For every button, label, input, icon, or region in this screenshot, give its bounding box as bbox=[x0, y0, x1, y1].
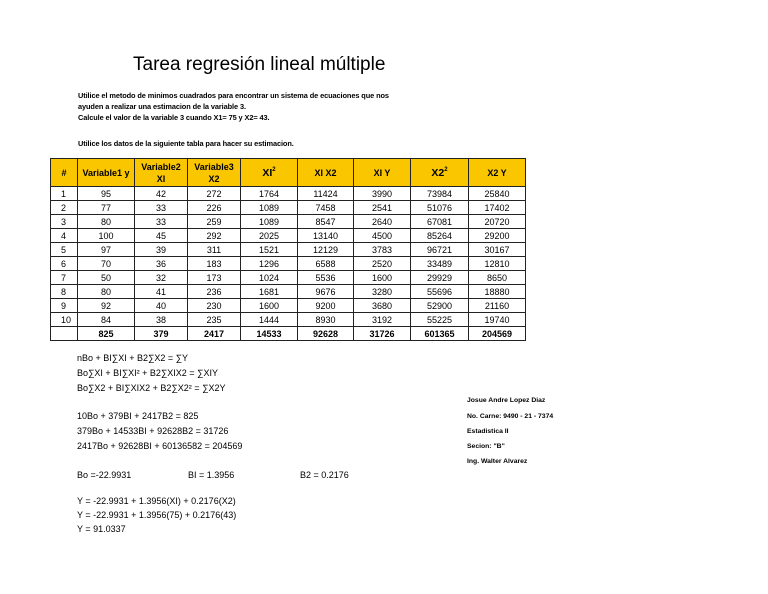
cell-xi-squared: 1444 bbox=[241, 313, 298, 327]
document-title: Tarea regresión lineal múltiple bbox=[133, 54, 386, 75]
cell-x2-squared: 73984 bbox=[411, 187, 469, 201]
cell-xi-y: 2541 bbox=[354, 201, 411, 215]
cell-xi-squared: 1764 bbox=[241, 187, 298, 201]
cell-xi-y: 2640 bbox=[354, 215, 411, 229]
cell-row-num: 9 bbox=[51, 299, 78, 313]
cell-x2-squared: 51076 bbox=[411, 201, 469, 215]
cell-row-num: 10 bbox=[51, 313, 78, 327]
cell-xi-y: 3783 bbox=[354, 243, 411, 257]
cell-x2-squared: 55225 bbox=[411, 313, 469, 327]
cell-x2-y: 17402 bbox=[469, 201, 526, 215]
prediction-result: Y = 91.0337 bbox=[77, 524, 126, 534]
cell-x2-squared: 33489 bbox=[411, 257, 469, 271]
total-xi-squared: 14533 bbox=[241, 327, 298, 341]
cell-xi-squared: 1521 bbox=[241, 243, 298, 257]
header-x2-squared: $X2^2$ bbox=[411, 159, 469, 187]
cell-variable1-y: 95 bbox=[78, 187, 135, 201]
cell-x2-squared: 55696 bbox=[411, 285, 469, 299]
total-variable2-xi: 379 bbox=[135, 327, 188, 341]
table-row bbox=[51, 215, 526, 229]
header-xi-x2: XI X2 bbox=[298, 159, 354, 187]
table-row bbox=[51, 243, 526, 257]
cell-xi-y: 2520 bbox=[354, 257, 411, 271]
cell-variable2-xi: 40 bbox=[135, 299, 188, 313]
cell-variable2-xi: 38 bbox=[135, 313, 188, 327]
cell-xi-squared: 1089 bbox=[241, 201, 298, 215]
total-variable1-y: 825 bbox=[78, 327, 135, 341]
solution-b1: BI = 1.3956 bbox=[188, 470, 235, 480]
cell-variable3-x2: 259 bbox=[188, 215, 241, 229]
instruction-line-4: Utilice los datos de la siguiente tabla para hacer su estimacion. bbox=[78, 139, 294, 148]
cell-xi-x2: 8547 bbox=[298, 215, 354, 229]
cell-x2-squared: 85264 bbox=[411, 229, 469, 243]
header-variable2: Variable2 XI bbox=[135, 159, 188, 187]
table-row bbox=[51, 257, 526, 271]
author-teacher: Ing. Walter Alvarez bbox=[467, 458, 528, 465]
cell-x2-squared: 29929 bbox=[411, 271, 469, 285]
cell-x2-y: 12810 bbox=[469, 257, 526, 271]
instruction-line-1: Utilice el metodo de minimos cuadrados para encontrar un sistema de ecuaciones que nos bbox=[78, 91, 389, 100]
cell-xi-x2: 6588 bbox=[298, 257, 354, 271]
cell-row-num: 4 bbox=[51, 229, 78, 243]
cell-variable2-xi: 42 bbox=[135, 187, 188, 201]
cell-variable1-y: 84 bbox=[78, 313, 135, 327]
header-x2-y: X2 Y bbox=[469, 159, 526, 187]
header-variable3: Variable3 X2 bbox=[188, 159, 241, 187]
cell-x2-y: 20720 bbox=[469, 215, 526, 229]
cell-x2-y: 21160 bbox=[469, 299, 526, 313]
author-name: Josue Andre Lopez Diaz bbox=[467, 397, 546, 404]
cell-x2-squared: 67081 bbox=[411, 215, 469, 229]
cell-variable3-x2: 292 bbox=[188, 229, 241, 243]
normal-equation-3: Bo∑X2 + BI∑XIX2 + B2∑X2² = ∑X2Y bbox=[77, 383, 226, 393]
cell-x2-y: 19740 bbox=[469, 313, 526, 327]
cell-x2-y: 8650 bbox=[469, 271, 526, 285]
header-xi-y: XI Y bbox=[354, 159, 411, 187]
cell-xi-x2: 13140 bbox=[298, 229, 354, 243]
cell-xi-squared: 1089 bbox=[241, 215, 298, 229]
cell-variable1-y: 92 bbox=[78, 299, 135, 313]
cell-variable1-y: 50 bbox=[78, 271, 135, 285]
cell-row-num: 3 bbox=[51, 215, 78, 229]
cell-x2-y: 30167 bbox=[469, 243, 526, 257]
cell-x2-squared: 96721 bbox=[411, 243, 469, 257]
cell-xi-y: 3192 bbox=[354, 313, 411, 327]
cell-variable2-xi: 39 bbox=[135, 243, 188, 257]
instruction-line-3: Calcule el valor de la variable 3 cuando X1= 75 y X2= 43. bbox=[78, 113, 270, 122]
system-equation-2: 379Bo + 14533BI + 92628B2 = 31726 bbox=[77, 426, 229, 436]
author-course: Estadistica II bbox=[467, 428, 509, 435]
cell-row-num: 6 bbox=[51, 257, 78, 271]
data-table bbox=[50, 158, 526, 341]
cell-variable3-x2: 236 bbox=[188, 285, 241, 299]
total-x2-y: 204569 bbox=[469, 327, 526, 341]
cell-row-num: 8 bbox=[51, 285, 78, 299]
table-row bbox=[51, 271, 526, 285]
table-header-row bbox=[51, 159, 526, 187]
cell-variable1-y: 80 bbox=[78, 215, 135, 229]
cell-variable2-xi: 36 bbox=[135, 257, 188, 271]
solution-b2: B2 = 0.2176 bbox=[300, 470, 349, 480]
cell-variable1-y: 77 bbox=[78, 201, 135, 215]
system-equation-1: 10Bo + 379BI + 2417B2 = 825 bbox=[77, 411, 199, 421]
total-row-num bbox=[51, 327, 78, 341]
cell-variable2-xi: 32 bbox=[135, 271, 188, 285]
total-x2-squared: 601365 bbox=[411, 327, 469, 341]
author-section: Secion: "B" bbox=[467, 443, 505, 450]
author-carne: No. Carne: 9490 - 21 - 7374 bbox=[467, 413, 554, 420]
cell-variable1-y: 100 bbox=[78, 229, 135, 243]
normal-equation-1: nBo + BI∑XI + B2∑X2 = ∑Y bbox=[77, 353, 189, 363]
cell-xi-squared: 2025 bbox=[241, 229, 298, 243]
total-xi-x2: 92628 bbox=[298, 327, 354, 341]
cell-variable3-x2: 226 bbox=[188, 201, 241, 215]
cell-xi-x2: 12129 bbox=[298, 243, 354, 257]
cell-row-num: 5 bbox=[51, 243, 78, 257]
normal-equation-2: Bo∑XI + BI∑XI² + B2∑XIX2 = ∑XIY bbox=[77, 368, 218, 378]
table-row bbox=[51, 313, 526, 327]
cell-xi-y: 4500 bbox=[354, 229, 411, 243]
table-row bbox=[51, 229, 526, 243]
header-num: # bbox=[51, 159, 78, 187]
prediction-line-1: Y = -22.9931 + 1.3956(XI) + 0.2176(X2) bbox=[77, 496, 236, 506]
totals-row bbox=[51, 327, 526, 341]
cell-x2-y: 29200 bbox=[469, 229, 526, 243]
cell-xi-x2: 8930 bbox=[298, 313, 354, 327]
cell-variable3-x2: 183 bbox=[188, 257, 241, 271]
cell-xi-y: 3990 bbox=[354, 187, 411, 201]
instruction-line-2: ayuden a realizar una estimacion de la variable 3. bbox=[78, 102, 246, 111]
cell-xi-x2: 7458 bbox=[298, 201, 354, 215]
cell-variable1-y: 70 bbox=[78, 257, 135, 271]
cell-row-num: 2 bbox=[51, 201, 78, 215]
cell-xi-x2: 11424 bbox=[298, 187, 354, 201]
total-xi-y: 31726 bbox=[354, 327, 411, 341]
cell-variable2-xi: 33 bbox=[135, 201, 188, 215]
cell-variable2-xi: 41 bbox=[135, 285, 188, 299]
cell-xi-y: 3680 bbox=[354, 299, 411, 313]
cell-xi-squared: 1600 bbox=[241, 299, 298, 313]
cell-variable3-x2: 173 bbox=[188, 271, 241, 285]
cell-xi-x2: 5536 bbox=[298, 271, 354, 285]
cell-xi-x2: 9200 bbox=[298, 299, 354, 313]
cell-x2-y: 25840 bbox=[469, 187, 526, 201]
cell-variable1-y: 97 bbox=[78, 243, 135, 257]
table-row bbox=[51, 201, 526, 215]
cell-xi-x2: 9676 bbox=[298, 285, 354, 299]
cell-xi-y: 3280 bbox=[354, 285, 411, 299]
table-row bbox=[51, 187, 526, 201]
cell-variable1-y: 80 bbox=[78, 285, 135, 299]
header-variable1: Variable1 y bbox=[78, 159, 135, 187]
system-equation-3: 2417Bo + 92628BI + 60136582 = 204569 bbox=[77, 441, 243, 451]
cell-xi-squared: 1296 bbox=[241, 257, 298, 271]
cell-row-num: 1 bbox=[51, 187, 78, 201]
cell-row-num: 7 bbox=[51, 271, 78, 285]
cell-variable3-x2: 311 bbox=[188, 243, 241, 257]
cell-x2-squared: 52900 bbox=[411, 299, 469, 313]
cell-xi-squared: 1681 bbox=[241, 285, 298, 299]
table-row bbox=[51, 299, 526, 313]
cell-variable3-x2: 230 bbox=[188, 299, 241, 313]
total-variable3-x2: 2417 bbox=[188, 327, 241, 341]
cell-variable3-x2: 272 bbox=[188, 187, 241, 201]
cell-variable2-xi: 45 bbox=[135, 229, 188, 243]
cell-xi-squared: 1024 bbox=[241, 271, 298, 285]
prediction-line-2: Y = -22.9931 + 1.3956(75) + 0.2176(43) bbox=[77, 510, 237, 520]
solution-b0: Bo =-22.9931 bbox=[77, 470, 132, 480]
cell-xi-y: 1600 bbox=[354, 271, 411, 285]
cell-x2-y: 18880 bbox=[469, 285, 526, 299]
cell-variable3-x2: 235 bbox=[188, 313, 241, 327]
cell-variable2-xi: 33 bbox=[135, 215, 188, 229]
table-row bbox=[51, 285, 526, 299]
header-xi-squared: $XI^2$ bbox=[241, 159, 298, 187]
